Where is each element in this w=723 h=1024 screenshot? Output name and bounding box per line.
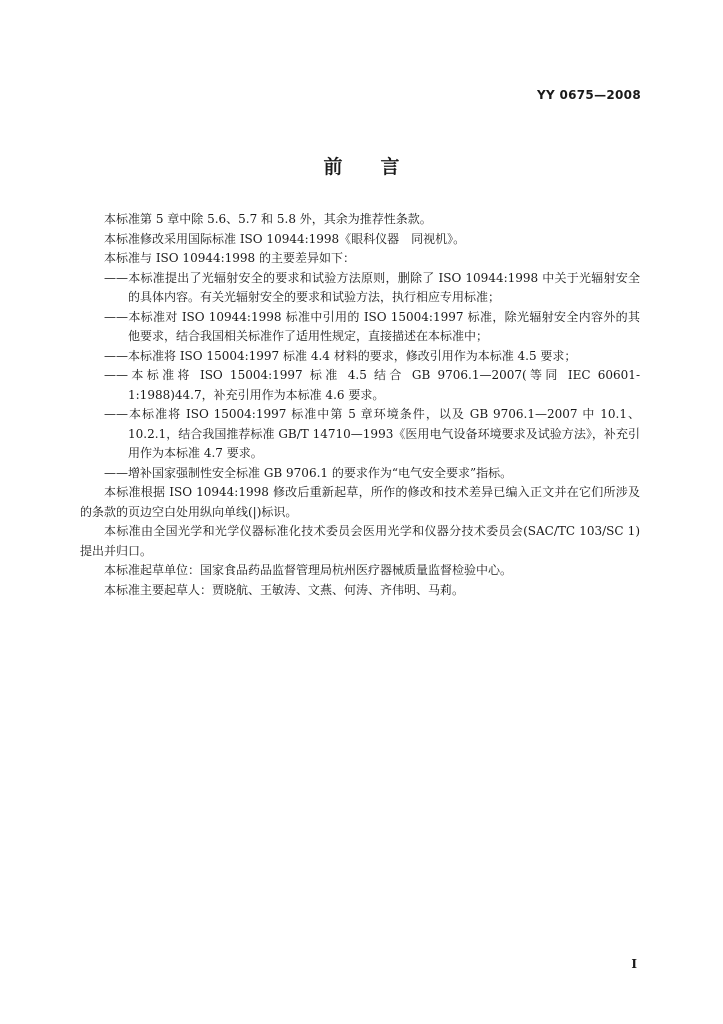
difference-item: ——本标准对 ISO 10944:1998 标准中引用的 ISO 15004:1997 标准，除光辐射安全内容外的其他要求，结合我国相关标准作了适用性规定，直接描述在本标准中；: [104, 309, 640, 343]
paragraph-drafting-unit: 本标准起草单位：国家食品药品监督管理局杭州医疗器械质量监督检验中心。: [104, 563, 513, 577]
paragraph-recommended-clauses: 本标准第 5 章中除 5.6、5.7 和 5.8 外，其余为推荐性条款。: [104, 212, 432, 226]
paragraph-adoption: 本标准修改采用国际标准 ISO 10944:1998《眼科仪器 同视机》。: [104, 231, 466, 246]
foreword-body: [80, 210, 640, 600]
standard-number: YY 0675—2008: [537, 88, 641, 102]
difference-item: ——增补国家强制性安全标准 GB 9706.1 的要求作为“电气安全要求”指标。: [104, 465, 513, 480]
paragraph-differences-intro: 本标准与 ISO 10944:1998 的主要差异如下：: [104, 251, 355, 265]
paragraph-modification-marking: 本标准根据 ISO 10944:1998 修改后重新起草，所作的修改和技术差异已编入正文并在它们所涉及的条款的页边空白处用纵向单线(|)标识。: [80, 485, 640, 519]
page-title: 前言: [323, 156, 438, 178]
page-number: I: [631, 957, 637, 971]
difference-item: ——本标准将 ISO 15004:1997 标准 4.4 材料的要求，修改引用作为本标准 4.5 要求；: [104, 348, 577, 363]
paragraph-proposer: 本标准由全国光学和光学仪器标准化技术委员会医用光学和仪器分技术委员会(SAC/TC 103/SC 1)提出并归口。: [80, 524, 640, 558]
paragraph-drafters: 本标准主要起草人：贾晓航、王敏涛、文燕、何涛、齐伟明、马莉。: [104, 582, 465, 597]
difference-item: ——本标准将 ISO 15004:1997 标准中第 5 章环境条件，以及 GB 9706.1—2007 中 10.1、10.2.1，结合我国推荐标准 GB/T 14710—1993《医用电气设备环境要求及试验方法》，补充引用作为本标准 4.7 要求。: [104, 407, 640, 460]
difference-item: ——本标准提出了光辐射安全的要求和试验方法原则，删除了 ISO 10944:1998 中关于光辐射安全的具体内容。有关光辐射安全的要求和试验方法，执行相应专用标准；: [104, 270, 640, 304]
difference-item: ——本标准将 ISO 15004:1997 标准 4.5 结合 GB 9706.1—2007(等同 IEC 60601-1:1988)44.7，补充引用作为本标准 4.6 要求。: [104, 368, 640, 402]
